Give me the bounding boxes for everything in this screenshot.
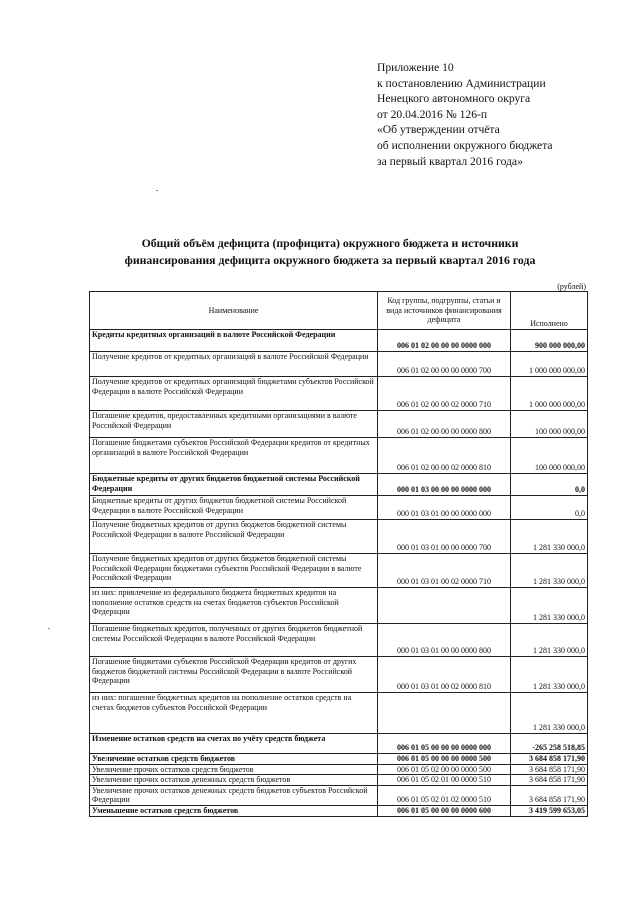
title-line-2: финансирования дефицита окружного бюджета за первый квартал 2016 года (124, 253, 536, 267)
row-name-cell: Кредиты кредитных организаций в валюте Российской Федерации (90, 330, 378, 352)
table-row (90, 352, 588, 377)
table-row (90, 474, 588, 496)
row-value-cell: 100 000 000,00 (511, 438, 588, 474)
row-code-cell: 000 01 03 01 00 00 0000 800 (378, 624, 511, 657)
budget-sources-table (89, 291, 588, 817)
units-label: (рублей) (557, 282, 586, 291)
row-name-cell: из них: привлечение из федерального бюджета бюджетных кредитов на пополнение остатков средств на счетах бюджетов субъектов Российской Федерации (90, 588, 378, 624)
table-row (90, 775, 588, 786)
row-value-cell: -265 258 518,85 (511, 734, 588, 754)
row-name-cell: Бюджетные кредиты от других бюджетов бюджетной системы Российской Федерации в валюте Российской Федерации (90, 496, 378, 520)
row-value-cell: 1 281 330 000,0 (511, 693, 588, 734)
row-code-cell: 000 01 03 01 00 00 0000 000 (378, 496, 511, 520)
row-name-cell: Погашение кредитов, предоставленных кредитными организациями в валюте Российской Федерации (90, 411, 378, 438)
appendix-header (377, 60, 627, 169)
row-code-cell: 006 01 05 02 00 00 0000 500 (378, 764, 511, 775)
appendix-line: к постановлению Администрации (377, 76, 546, 90)
row-value-cell: 1 000 000 000,00 (511, 352, 588, 377)
row-code-cell: 006 01 02 00 00 00 0000 700 (378, 352, 511, 377)
row-value-cell: 1 281 330 000,0 (511, 588, 588, 624)
table-row (90, 805, 588, 816)
row-value-cell: 3 684 858 171,90 (511, 775, 588, 786)
appendix-line: «Об утверждении отчёта (377, 123, 500, 137)
table-row (90, 377, 588, 411)
row-code-cell: 006 01 02 00 00 02 0000 710 (378, 377, 511, 411)
row-value-cell: 1 281 330 000,0 (511, 554, 588, 588)
row-name-cell: Погашение бюджетами субъектов Российской Федерации кредитов от кредитных организаций в валюте Российской Федерации (90, 438, 378, 474)
row-name-cell: из них: погашение бюджетных кредитов на пополнение остатков средств на счетах бюджетов субъектов Российской Федерации (90, 693, 378, 734)
table-row (90, 411, 588, 438)
row-name-cell: Получение бюджетных кредитов от других бюджетов бюджетной системы Российской Федерации бюджетами субъектов Российской Федерации в валюте Российской Федерации (90, 554, 378, 588)
table-row (90, 693, 588, 734)
table-row (90, 520, 588, 554)
row-value-cell: 1 281 330 000,0 (511, 520, 588, 554)
table-row (90, 330, 588, 352)
row-name-cell: Погашение бюджетами субъектов Российской Федерации кредитов от других бюджетов бюджетной системы Российской Федерации в валюте Российской Федерации (90, 657, 378, 693)
table-row (90, 764, 588, 775)
appendix-line: Приложение 10 (377, 61, 454, 74)
scan-speck (156, 190, 158, 191)
row-name-cell: Получение кредитов от кредитных организаций в валюте Российской Федерации (90, 352, 378, 377)
row-name-cell: Увеличение прочих остатков денежных средств бюджетов (90, 775, 378, 786)
table-row (90, 438, 588, 474)
row-value-cell: 0,0 (511, 496, 588, 520)
row-code-cell: 006 01 05 00 00 00 0000 000 (378, 734, 511, 754)
row-value-cell: 0,0 (511, 474, 588, 496)
row-code-cell: 000 01 03 01 00 02 0000 710 (378, 554, 511, 588)
row-name-cell: Увеличение остатков средств бюджетов (90, 754, 378, 765)
table-row (90, 754, 588, 765)
row-name-cell: Увеличение прочих остатков средств бюджетов (90, 764, 378, 775)
row-code-cell: 006 01 05 00 00 00 0000 500 (378, 754, 511, 765)
row-code-cell (378, 588, 511, 624)
scan-speck (48, 628, 50, 629)
row-name-cell: Погашение бюджетных кредитов, полученных от других бюджетов бюджетной системы Российской Федерации в валюте Российской Федерации (90, 624, 378, 657)
appendix-line: от 20.04.2016 № 126-п (377, 107, 488, 121)
row-name-cell: Изменение остатков средств на счетах по учёту средств бюджета (90, 734, 378, 754)
table-row (90, 734, 588, 754)
table-header-row (90, 292, 588, 330)
row-name-cell: Уменьшение остатков средств бюджетов (90, 805, 378, 816)
row-code-cell: 006 01 02 00 00 02 0000 810 (378, 438, 511, 474)
row-code-cell: 006 01 02 00 00 00 0000 000 (378, 330, 511, 352)
row-value-cell: 3 419 599 653,05 (511, 805, 588, 816)
row-value-cell: 1 000 000 000,00 (511, 377, 588, 411)
row-name-cell: Получение кредитов от кредитных организаций бюджетами субъектов Российской Федерации в валюте Российской Федерации (90, 377, 378, 411)
table-row (90, 624, 588, 657)
table-body (90, 330, 588, 817)
row-value-cell: 3 684 858 171,90 (511, 785, 588, 805)
row-name-cell: Увеличение прочих остатков денежных средств бюджетов субъектов Российской Федерации (90, 785, 378, 805)
row-value-cell: 900 000 000,00 (511, 330, 588, 352)
table-row (90, 554, 588, 588)
header-code: Код группы, подгруппы, статьи и вида источников финансирования дефицита (378, 292, 511, 330)
row-code-cell: 006 01 05 02 01 02 0000 510 (378, 785, 511, 805)
row-code-cell: 000 01 03 01 00 00 0000 700 (378, 520, 511, 554)
row-code-cell: 006 01 05 02 01 00 0000 510 (378, 775, 511, 786)
row-value-cell: 100 000 000,00 (511, 411, 588, 438)
row-value-cell: 3 684 858 171,90 (511, 764, 588, 775)
table-row (90, 785, 588, 805)
row-value-cell: 3 684 858 171,90 (511, 754, 588, 765)
table-row (90, 657, 588, 693)
table-row (90, 588, 588, 624)
row-code-cell: 006 01 02 00 00 00 0000 800 (378, 411, 511, 438)
document-title (60, 235, 600, 269)
row-value-cell: 1 281 330 000,0 (511, 657, 588, 693)
appendix-line: за первый квартал 2016 года» (377, 154, 523, 168)
row-name-cell: Бюджетные кредиты от других бюджетов бюджетной системы Российской Федерации (90, 474, 378, 496)
row-code-cell: 000 01 03 00 00 00 0000 000 (378, 474, 511, 496)
title-line-1: Общий объём дефицита (профицита) окружного бюджета и источники (141, 236, 519, 250)
appendix-line: Ненецкого автономного округа (377, 92, 531, 106)
row-code-cell (378, 693, 511, 734)
appendix-line: об исполнении окружного бюджета (377, 138, 553, 152)
header-name: Наименование (90, 292, 378, 330)
table-row (90, 496, 588, 520)
row-name-cell: Получение бюджетных кредитов от других бюджетов бюджетной системы Российской Федерации в валюте Российской Федерации (90, 520, 378, 554)
row-value-cell: 1 281 330 000,0 (511, 624, 588, 657)
header-value: Исполнено (511, 292, 588, 330)
row-code-cell: 000 01 03 01 00 02 0000 810 (378, 657, 511, 693)
row-code-cell: 006 01 05 00 00 00 0000 600 (378, 805, 511, 816)
